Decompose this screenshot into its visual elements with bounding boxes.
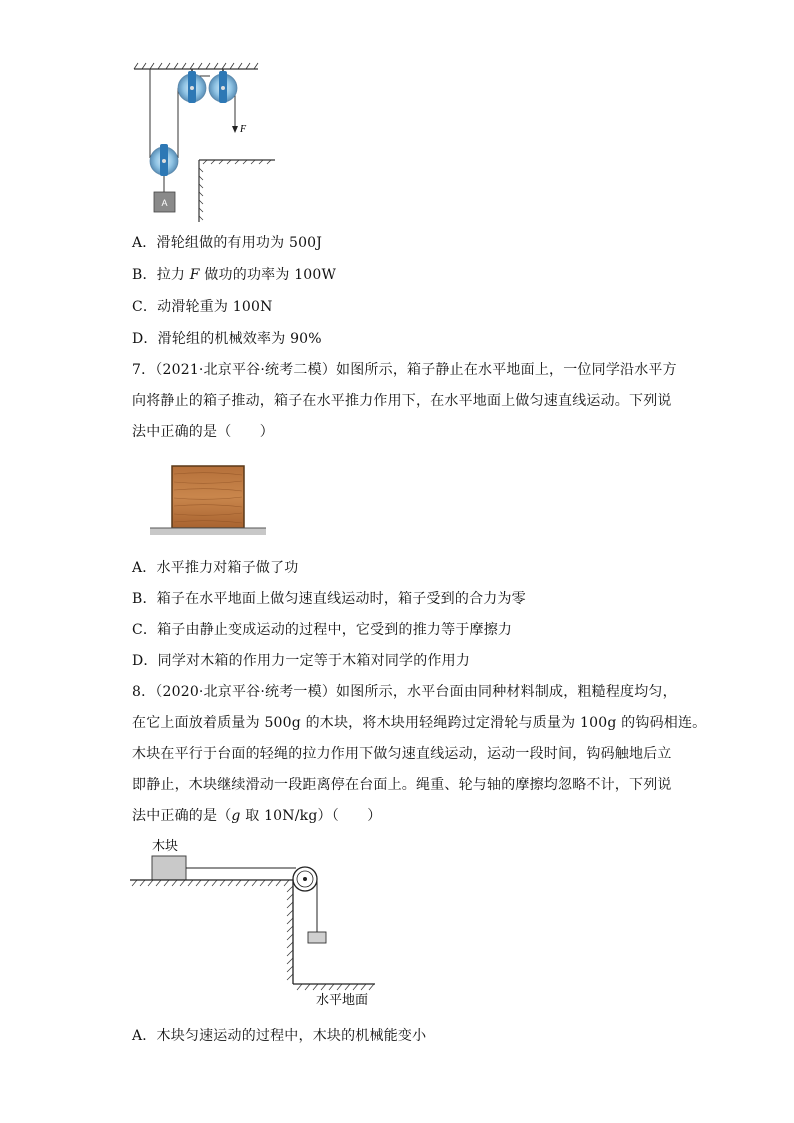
q7-option-c: C．箱子由静止变成运动的过程中，它受到的推力等于摩擦力 [132,622,513,638]
q7-option-d: D．同学对木箱的作用力一定等于木箱对同学的作用力 [132,653,471,669]
q8-stem-line-4: 即静止，木块继续滑动一段距离停在台面上。绳重、轮与轴的摩擦均忽略不计，下列说 [132,777,672,793]
force-label: F [240,124,247,135]
q6-option-c [132,296,273,316]
option-letter: C． [132,299,158,315]
q6-option-a [132,232,322,252]
q7-stem-line-1: 7．（2021·北京平谷·统考二模）如图所示，箱子静止在水平地面上，一位同学沿水平方 [132,362,677,378]
stem-text: 法中正确的是（ [132,808,232,824]
q7-option-b: B．箱子在水平地面上做匀速直线运动时，箱子受到的合力为零 [132,591,526,607]
q8-stem-line-3: 木块在平行于台面的轻绳的拉力作用下做匀速直线运动，运动一段时间，钩码触地后立 [132,746,672,762]
block-pulley-figure [130,834,380,1010]
option-text: 拉力 [156,267,190,283]
q7-option-a: A．水平推力对箱子做了功 [132,560,299,576]
block-label: 木块 [152,839,179,854]
option-text: 动滑轮重为 100N [157,299,273,315]
option-text: 做功的功率为 100W [199,267,337,283]
block-a-label: A [161,198,168,208]
q8-option-a: A．木块匀速运动的过程中，木块的机械能变小 [132,1028,427,1044]
q7-stem-line-3: 法中正确的是（ ） [132,424,274,440]
stem-variable: g [231,808,241,824]
option-text: 滑轮组的机械效率为 90% [157,331,322,347]
option-letter: D． [132,331,158,347]
q7-stem-line-2: 向将静止的箱子推动，箱子在水平推力作用下，在水平地面上做匀速直线运动。下列说 [132,393,672,409]
ground-label: 水平地面 [316,993,369,1008]
q6-option-b [132,264,336,284]
option-letter: B． [132,267,157,283]
q8-stem-line-2: 在它上面放着质量为 500g 的木块，将木块用轻绳跨过定滑轮与质量为 100g 的钩码相连。 [132,715,707,731]
stem-text: 取 10N/kg）（ ） [240,808,382,824]
wooden-box-figure [150,462,268,538]
q8-stem-line-5 [132,805,382,825]
option-variable: F [189,267,200,283]
option-letter: A． [132,235,157,251]
q6-option-d [132,328,322,348]
pulley-system-figure [130,60,290,225]
q8-stem-line-1: 8．（2020·北京平谷·统考一模）如图所示，水平台面由同种材料制成，粗糙程度均匀， [132,684,677,700]
option-text: 滑轮组做的有用功为 500J [156,235,323,251]
